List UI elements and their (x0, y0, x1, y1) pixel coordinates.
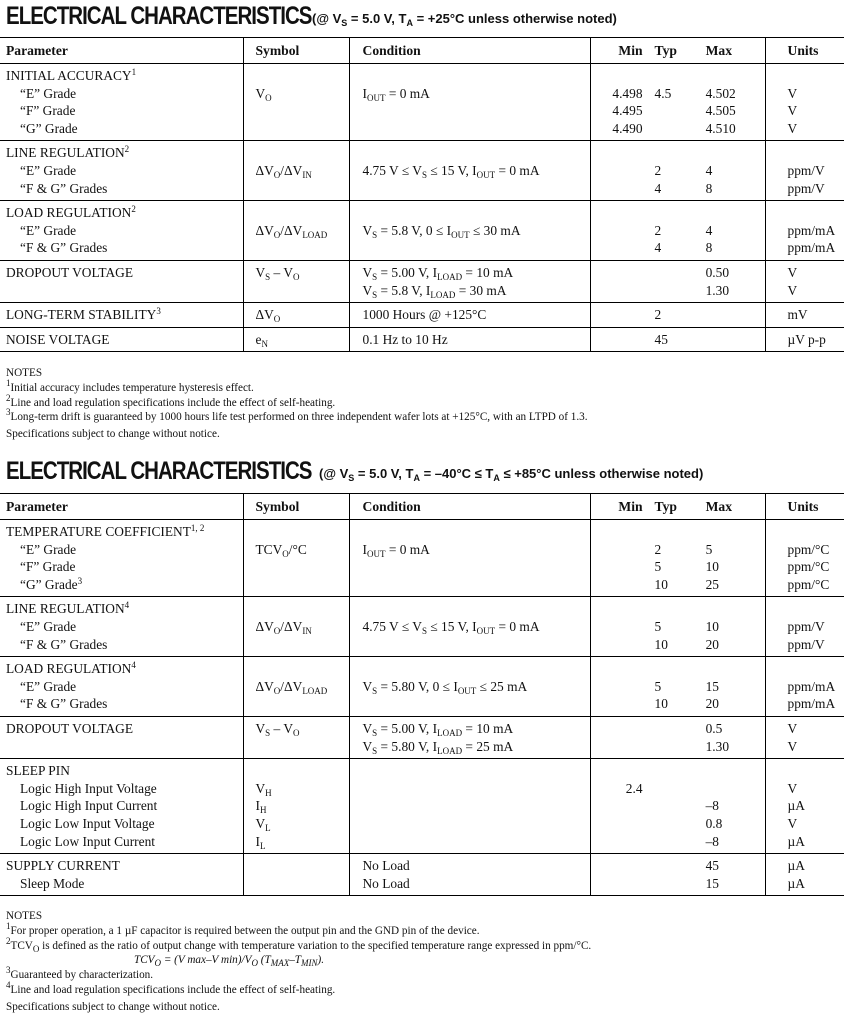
footnote-ref: 1 (131, 67, 137, 77)
typ-value (643, 102, 706, 120)
section1-title: ELECTRICAL CHARACTERISTICS (6, 2, 312, 30)
grade: “F & G” Grades (20, 696, 108, 712)
condition: $I_{OUT} = 0$ mA (362, 541, 430, 559)
min-value (591, 797, 643, 815)
typ-value: 5 (654, 618, 662, 634)
header-min: Min (618, 42, 643, 58)
notes-footer: Specifications subject to change without notice. (6, 428, 220, 441)
section1-table (0, 37, 844, 352)
section2-title: ELECTRICAL CHARACTERISTICS (6, 457, 312, 485)
notes-heading: NOTES (6, 910, 43, 922)
unit: V (787, 780, 798, 796)
footnote-ref: 1, 2 (190, 523, 205, 533)
header-condition: Condition (349, 494, 590, 520)
grade: “F & G” Grades (20, 180, 108, 196)
unit: V (787, 720, 798, 736)
unit: µA (787, 858, 805, 874)
param-sleep-pin: SLEEP PIN (6, 763, 70, 779)
table-row (0, 201, 844, 261)
max-value: 15 (705, 678, 719, 694)
symbol: $V_O$ (255, 85, 272, 103)
condition: 4.75 $V \le V_S \le 15$ V, $I_{OUT} = 0$ mA (362, 618, 540, 636)
max-value: –8 (705, 798, 719, 814)
unit: ppm/°C (787, 576, 830, 592)
note-1: $^1$Initial accuracy includes temperature hysteresis effect. (6, 377, 254, 394)
sub-parameter: Logic Low Input Voltage (20, 815, 155, 831)
max-value: 4.505 (705, 103, 736, 119)
grade: “F & G” Grades (20, 636, 108, 652)
unit: ppm/V (787, 636, 825, 652)
table-header (0, 38, 844, 64)
grade: “E” Grade (20, 618, 77, 634)
typ-value: 5 (654, 559, 662, 575)
symbol: $e_N$ (255, 331, 268, 349)
typ-value: 45 (654, 331, 668, 347)
param-line-regulation: LINE REGULATION (6, 601, 125, 617)
symbol: $V_H$ (255, 780, 272, 798)
param-load-regulation: LOAD REGULATION (6, 205, 132, 221)
table-row (0, 260, 844, 302)
max-value: 1.30 (705, 282, 730, 298)
max-value: 4 (705, 222, 713, 238)
symbol: $\Delta V_O/\Delta V_{IN}$ (255, 618, 312, 636)
max-value: 25 (705, 576, 719, 592)
symbol: $I_L$ (255, 833, 266, 851)
typ-value: 2 (654, 162, 662, 178)
typ-value: 10 (654, 696, 668, 712)
min-value: 2.4 (625, 780, 643, 796)
typ-value: 5 (654, 678, 662, 694)
param-long-term-stability: LONG-TERM STABILITY (6, 307, 157, 323)
table-row (0, 854, 844, 896)
min-value: 4.498 (612, 85, 643, 101)
note-2: $^2TCV_O$ is defined as the ratio of output change with temperature variation to the specified temperature range expressed in ppm/°C. (6, 935, 592, 954)
max-value: 15 (705, 875, 719, 891)
max-value: 0.5 (705, 720, 723, 736)
symbol: $\Delta V_O/\Delta V_{LOAD}$ (255, 678, 328, 696)
grade: “E” Grade (20, 541, 77, 557)
typ-value: 4 (654, 180, 662, 196)
unit: V (787, 264, 798, 280)
grade: “E” Grade (20, 162, 77, 178)
table-row (0, 759, 844, 854)
footnote-ref: 4 (124, 600, 130, 611)
symbol: $V_S - V_O$ (255, 264, 300, 282)
max-value: 0.8 (705, 815, 723, 831)
condition: 0.1 Hz to 10 Hz (362, 331, 448, 347)
condition: 4.75 $V \le V_S \le 15$ V, $I_{OUT} = 0$ mA (362, 162, 540, 180)
symbol: $I_H$ (255, 798, 267, 816)
condition: $V_S = 5.80$ V, $0 \le I_{OUT} \le 25$ mA (362, 678, 528, 696)
symbol (256, 523, 349, 541)
footnote-ref: 2 (131, 204, 136, 215)
unit: ppm/mA (787, 222, 836, 238)
header-parameter: Parameter (0, 494, 243, 520)
footnote-ref: 3 (156, 306, 161, 317)
min-value: 4.490 (612, 120, 643, 136)
header-units: Units (765, 38, 844, 64)
table-row (0, 657, 844, 717)
unit: µA (787, 833, 805, 849)
typ-value: 2 (654, 222, 662, 238)
unit: ppm/mA (787, 240, 836, 256)
grade: “E” Grade (20, 222, 77, 238)
condition: $I_{OUT} = 0$ mA (362, 85, 430, 103)
unit: mV (787, 307, 808, 323)
unit: µV p-p (787, 331, 826, 347)
table-row (0, 303, 844, 328)
min-value: 4.495 (612, 103, 643, 119)
sub-parameter: Logic High Input Current (20, 798, 158, 814)
table-row (0, 64, 844, 141)
param-supply-current: SUPPLY CURRENT (6, 858, 120, 874)
header-symbol: Symbol (243, 38, 349, 64)
notes-heading: NOTES (6, 367, 43, 379)
footnote-ref: 2 (124, 144, 130, 155)
typ-value: 10 (654, 636, 668, 652)
formula: $TCV_O = (V$ max–V $\min)/V_O$ $(T_{MAX}-T_{MIN})$. (134, 954, 325, 969)
max-value: 45 (705, 858, 719, 874)
sub-parameter: Logic Low Input Current (20, 833, 155, 849)
min-value (591, 815, 643, 833)
header-typ: Typ (654, 498, 677, 514)
section1-title-block (6, 2, 617, 31)
sub-parameter: Logic High Input Voltage (20, 780, 157, 796)
header-max: Max (705, 498, 733, 514)
section2-title-block (6, 457, 704, 486)
symbol: $\Delta V_O/\Delta V_{IN}$ (255, 162, 312, 180)
max-value: 1.30 (705, 738, 730, 754)
max-value (706, 780, 765, 798)
max-value: 5 (705, 541, 713, 557)
param-load-regulation: LOAD REGULATION (6, 661, 132, 677)
condition: $V_S = 5.8$ V, $I_{LOAD} = 30$ mA (362, 282, 507, 300)
header-condition: Condition (349, 38, 590, 64)
max-value: 4.510 (705, 120, 736, 136)
header-units: Units (765, 494, 844, 520)
unit: µA (787, 798, 805, 814)
section1-condition: (@ $V_S = 5.0$ V, $T_A = +25^\circ C$ unless otherwise noted) (312, 11, 617, 28)
max-value: 20 (705, 636, 719, 652)
unit: V (787, 85, 798, 101)
max-value: 4 (705, 162, 713, 178)
condition: $V_S = 5.00$ V, $I_{LOAD} = 10$ mA (362, 720, 514, 738)
unit: V (787, 815, 798, 831)
sub-parameter: Sleep Mode (20, 875, 85, 891)
header-parameter: Parameter (0, 38, 243, 64)
min-value (591, 833, 643, 851)
param-initial-accuracy: INITIAL ACCURACY (6, 68, 132, 83)
symbol: $\Delta V_O/\Delta V_{LOAD}$ (255, 222, 328, 240)
unit: ppm/mA (787, 696, 836, 712)
max-value: 8 (705, 180, 713, 196)
condition: $V_S = 5.8$ V, $0 \le I_{OUT} \le 30$ mA (362, 222, 521, 240)
table-row (0, 520, 844, 597)
unit: ppm/V (787, 162, 825, 178)
note-4: $^4$Line and load regulation specifications include the effect of self-heating. (6, 979, 336, 996)
param-noise-voltage: NOISE VOLTAGE (6, 331, 110, 347)
max-value: 0.50 (705, 264, 730, 280)
note-3: $^3$Guaranteed by characterization. (6, 965, 154, 982)
header-min: Min (618, 498, 643, 514)
note-1: $^1$For proper operation, a 1 µF capacitor is required between the output pin and the GND pin of the device. (6, 920, 480, 937)
unit: ppm/mA (787, 678, 836, 694)
grade: “F” Grade (20, 103, 76, 119)
symbol: $\Delta V_O$ (255, 307, 281, 325)
condition: No Load (362, 875, 410, 891)
unit: ppm/V (787, 180, 825, 196)
param-line-regulation: LINE REGULATION (6, 145, 125, 161)
unit: V (787, 120, 798, 136)
unit: ppm/V (787, 618, 825, 634)
symbol: $V_S - V_O$ (255, 720, 300, 738)
unit: V (787, 738, 798, 754)
table-header (0, 494, 844, 520)
grade: “G” Grade (20, 120, 78, 136)
note-3: $^3$Long-term drift is guaranteed by 1000 hours life test performed on three independent wafer lots at +125°C, with an LTPD of 1.3. (6, 407, 588, 424)
max-value: –8 (705, 833, 719, 849)
header-values (590, 38, 765, 64)
max-value: 4.502 (705, 85, 736, 101)
grade: “G” Grade$^3$ (20, 575, 83, 592)
condition: $V_S = 5.80$ V, $I_{LOAD} = 25$ mA (362, 738, 514, 756)
max-value: 8 (705, 240, 713, 256)
section1-notes (6, 366, 588, 442)
param-temperature-coefficient: TEMPERATURE COEFFICIENT (6, 524, 191, 539)
typ-value: 2 (654, 541, 662, 557)
symbol: $TCV_O/^\circ C$ (255, 541, 307, 559)
param-dropout-voltage: DROPOUT VOLTAGE (6, 720, 134, 736)
header-symbol: Symbol (243, 494, 349, 520)
section2-notes (6, 909, 591, 1015)
section2-table (0, 493, 844, 896)
note-2: $^2$Line and load regulation specifications include the effect of self-heating. (6, 392, 336, 409)
condition: 1000 Hours @ +125°C (362, 307, 487, 323)
table-row (0, 327, 844, 352)
param-dropout-voltage: DROPOUT VOLTAGE (6, 264, 134, 280)
table-row (0, 141, 844, 201)
unit: V (787, 103, 798, 119)
section2-condition: (@ $V_S = 5.0$ V, $T_A = -40^\circ C \le T_A \le +85^\circ C$ unless otherwise noted) (319, 466, 704, 483)
max-value: 20 (705, 696, 719, 712)
table-row (0, 716, 844, 758)
unit: ppm/°C (787, 541, 830, 557)
condition: No Load (362, 858, 410, 874)
header-max: Max (705, 42, 733, 58)
notes-footer: Specifications subject to change without notice. (6, 1000, 220, 1013)
typ-value: 4.5 (654, 85, 672, 101)
max-value: 10 (705, 618, 719, 634)
max-value: 10 (705, 559, 719, 575)
typ-value (643, 120, 706, 138)
unit: µA (787, 875, 805, 891)
grade: “E” Grade (20, 678, 77, 694)
grade: “F” Grade (20, 559, 76, 575)
grade: “F & G” Grades (20, 240, 108, 256)
typ-value: 4 (654, 240, 662, 256)
unit: ppm/°C (787, 559, 830, 575)
condition: $V_S = 5.00$ V, $I_{LOAD} = 10$ mA (362, 264, 514, 282)
table-row (0, 597, 844, 657)
grade: “E” Grade (20, 85, 77, 101)
footnote-ref: 4 (131, 660, 136, 671)
header-typ: Typ (654, 42, 677, 58)
symbol: $V_L$ (255, 815, 271, 833)
header-values (590, 494, 765, 520)
typ-value: 10 (654, 576, 668, 592)
unit: V (787, 282, 798, 298)
typ-value: 2 (654, 307, 662, 323)
